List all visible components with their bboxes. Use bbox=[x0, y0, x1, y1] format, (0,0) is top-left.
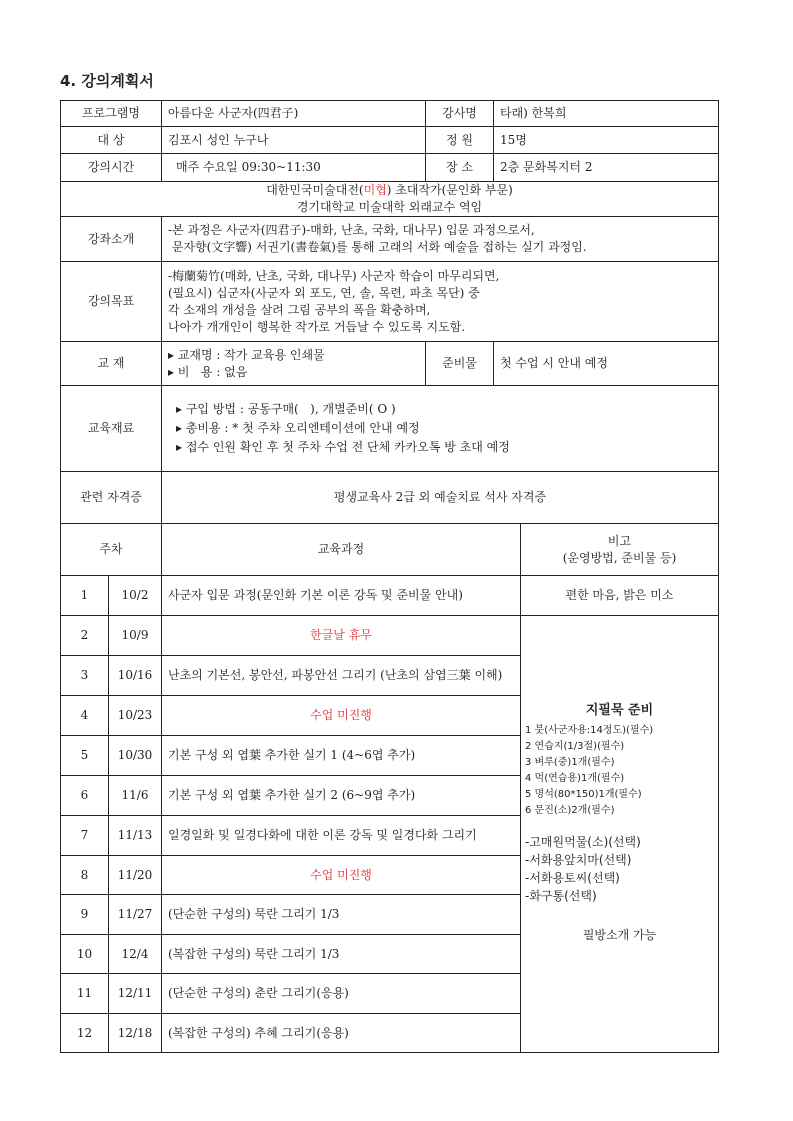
intro-label: 강좌소개 bbox=[61, 217, 162, 262]
teacher-value: 타래) 한복희 bbox=[494, 101, 719, 127]
week-no: 11 bbox=[61, 974, 109, 1014]
supply-required-item: 5 명석(80*150)1개(필수) bbox=[525, 789, 642, 800]
program-value: 아름다운 사군자(四君子) bbox=[162, 101, 426, 127]
week-content: (복잡한 구성의) 묵란 그리기 1/3 bbox=[162, 935, 521, 974]
materials-label: 교육재료 bbox=[61, 386, 162, 472]
place-label: 장 소 bbox=[426, 154, 494, 182]
week-date: 12/18 bbox=[109, 1014, 162, 1053]
week-date: 11/6 bbox=[109, 776, 162, 816]
week-date: 10/23 bbox=[109, 696, 162, 736]
week-no: 2 bbox=[61, 616, 109, 656]
teacher-label: 강사명 bbox=[426, 101, 494, 127]
table-row bbox=[61, 576, 719, 616]
week-header: 주차 bbox=[61, 524, 162, 576]
week-content: 기본 구성 외 엽葉 추가한 실기 1 (4~6엽 추가) bbox=[162, 736, 521, 776]
week-no: 3 bbox=[61, 656, 109, 696]
week-content: (단순한 구성의) 묵란 그리기 1/3 bbox=[162, 895, 521, 935]
week-no: 8 bbox=[61, 856, 109, 895]
week-date: 10/16 bbox=[109, 656, 162, 696]
week-date: 10/9 bbox=[109, 616, 162, 656]
week-no: 1 bbox=[61, 576, 109, 616]
course-header: 교육과정 bbox=[162, 524, 521, 576]
supply-required-item: 2 연습지(1/3절)(필수) bbox=[525, 741, 625, 752]
goal-text: -梅蘭菊竹(매화, 난초, 국화, 대나무) 사군자 학습이 마무리되면, (필요시) 십군자(사군자 외 포도, 연, 솔, 목련, 파초 목단) 중 각 소재의 개성을 살려 그림 공부의 폭을 확충하며, 나아가 개개인이 행복한 작가로 거듭날 수 있도록 지도함. bbox=[162, 262, 719, 342]
week-no: 7 bbox=[61, 816, 109, 856]
page-title: 4. 강의계획서 bbox=[60, 72, 154, 90]
week-date: 11/27 bbox=[109, 895, 162, 935]
week-date: 11/20 bbox=[109, 856, 162, 895]
target-label: 대 상 bbox=[61, 127, 162, 154]
week-content: 난초의 기본선, 봉안선, 파봉안선 그리기 (난초의 삼엽三葉 이해) bbox=[162, 656, 521, 696]
supply-optional-item: -고매원먹물(소)(선택) bbox=[525, 835, 641, 849]
goal-label: 강의목표 bbox=[61, 262, 162, 342]
week-content: 수업 미진행 bbox=[162, 696, 521, 736]
profile-highlight: 미협 bbox=[363, 183, 387, 197]
teacher-profile: 대한민국미술대전(미협) 초대작가(문인화 부문) 경기대학교 미술대학 외래교수 역임 bbox=[61, 182, 719, 217]
supply-required-item: 3 벼루(중)1개(필수) bbox=[525, 757, 615, 768]
textbook-info: ▸ 교재명 : 작가 교육용 인쇄물 ▸ 비 용 : 없음 bbox=[162, 342, 426, 386]
week-date: 10/2 bbox=[109, 576, 162, 616]
week-date: 10/30 bbox=[109, 736, 162, 776]
supply-required-item: 1 붓(사군자용:14정도)(필수) bbox=[525, 725, 654, 736]
week-date: 12/4 bbox=[109, 935, 162, 974]
program-label: 프로그램명 bbox=[61, 101, 162, 127]
textbook-label: 교 재 bbox=[61, 342, 162, 386]
supply-required-item: 6 문진(소)2개(필수) bbox=[525, 805, 615, 816]
week-content: 수업 미진행 bbox=[162, 856, 521, 895]
capacity-label: 정 원 bbox=[426, 127, 494, 154]
week-content: 한글날 휴무 bbox=[162, 616, 521, 656]
week-no: 9 bbox=[61, 895, 109, 935]
supply-optional-item: -서화용토씨(선택) bbox=[525, 871, 620, 885]
prep-label: 준비물 bbox=[426, 342, 494, 386]
week-no: 10 bbox=[61, 935, 109, 974]
supplies-note bbox=[521, 616, 719, 1053]
time-value: 매주 수요일 09:30~11:30 bbox=[162, 154, 426, 182]
week-no: 6 bbox=[61, 776, 109, 816]
week-content: (복잡한 구성의) 추혜 그리기(응용) bbox=[162, 1014, 521, 1053]
week-date: 11/13 bbox=[109, 816, 162, 856]
week-no: 12 bbox=[61, 1014, 109, 1053]
week-content: 기본 구성 외 엽葉 추가한 실기 2 (6~9엽 추가) bbox=[162, 776, 521, 816]
supplies-title: 지필묵 준비 bbox=[585, 703, 654, 718]
supplies-footer: 필방소개 가능 bbox=[582, 928, 657, 942]
week-content: 일경일화 및 일경다화에 대한 이론 강독 및 일경다화 그리기 bbox=[162, 816, 521, 856]
prep-value: 첫 수업 시 안내 예정 bbox=[494, 342, 719, 386]
week-date: 12/11 bbox=[109, 974, 162, 1014]
supply-optional-item: -화구통(선택) bbox=[525, 889, 597, 903]
capacity-value: 15명 bbox=[494, 127, 719, 154]
materials-text: ▸ 구입 방법 : 공동구매( ), 개별준비( O ) ▸ 총비용 : * 첫 주차 오리엔테이션에 안내 예정 ▸ 접수 인원 확인 후 첫 주차 수업 전 단체 카카오톡 방 초대 예정 bbox=[162, 386, 719, 472]
place-value: 2층 문화복지터 2 bbox=[494, 154, 719, 182]
table-row bbox=[61, 616, 719, 656]
week-no: 5 bbox=[61, 736, 109, 776]
cert-value: 평생교육사 2급 외 예술치료 석사 자격증 bbox=[162, 472, 719, 524]
intro-text: -본 과정은 사군자(四君子)-매화, 난초, 국화, 대나무) 입문 과정으로서, 문자향(文字響) 서권기(書卷氣)를 통해 고래의 서화 예술을 접하는 실기 과정임. bbox=[162, 217, 719, 262]
supply-optional-item: -서화용앞치마(선택) bbox=[525, 853, 632, 867]
week-content: 사군자 입문 과정(문인화 기본 이론 강독 및 준비물 안내) bbox=[162, 576, 521, 616]
lecture-plan-table bbox=[60, 100, 719, 1053]
time-label: 강의시간 bbox=[61, 154, 162, 182]
week-content: (단순한 구성의) 춘란 그리기(응용) bbox=[162, 974, 521, 1014]
note-header: 비고 (운영방법, 준비물 등) bbox=[521, 524, 719, 576]
cert-label: 관련 자격증 bbox=[61, 472, 162, 524]
note-first: 편한 마음, 밝은 미소 bbox=[521, 576, 719, 616]
week-no: 4 bbox=[61, 696, 109, 736]
target-value: 김포시 성인 누구나 bbox=[162, 127, 426, 154]
supply-required-item: 4 먹(연습용)1개(필수) bbox=[525, 773, 625, 784]
